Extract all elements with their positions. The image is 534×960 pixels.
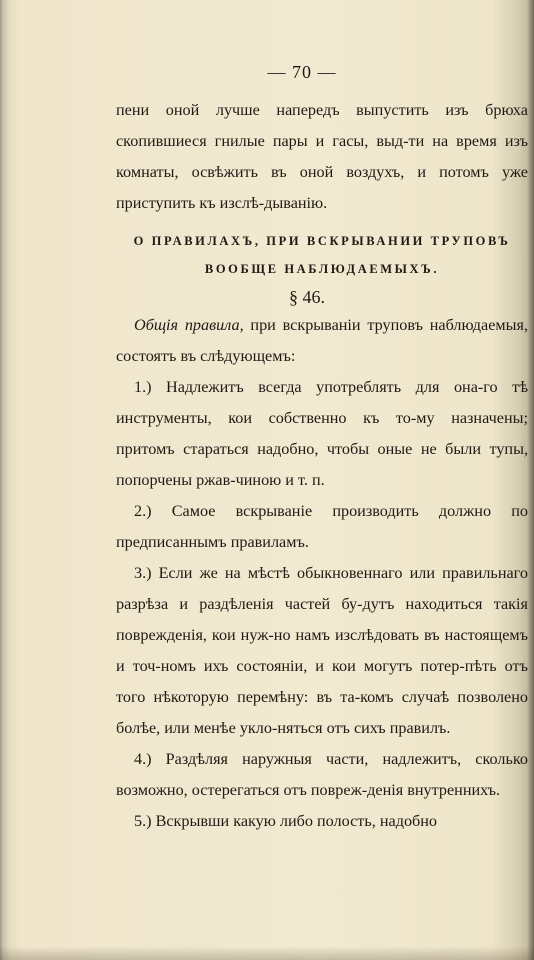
section-mark: § 46. [289,287,325,307]
intro-paragraph [116,310,528,372]
rule-item-4: 4.) Раздѣляя наружныя части, надлежитъ, сколько возможно, остерегаться отъ повреж-денія внутреннихъ. [116,750,528,799]
intro-italic: Общія правила, [134,316,244,334]
chapter-heading-line1: О ПРАВИЛАХЪ, ПРИ ВСКРЫВАНИИ ТРУПОВЪ [133,234,511,248]
rule-item-5: 5.) Вскрывши какую либо полость, надобно [134,812,438,830]
page-number: — 70 — [267,62,337,82]
intro-text: при вскрываніи труповъ наблюдаемыя, состоятъ въ слѣдующемъ: [116,316,528,365]
chapter-heading-line2: ВООБЩЕ НАБЛЮДАЕМЫХЪ. [204,262,440,276]
page-text [116,62,528,837]
rule-item-3: 3.) Если же на мѣстѣ обыкновеннаго или правильнаго разрѣза и раздѣленія частей бу-дутъ находиться такія поврежденія, кои нуж-но намъ изслѣдовать въ настоящемъ и точ-номъ ихъ состояніи, и кои могутъ потер-пѣть отъ того нѣкоторую перемѣну: въ та-комъ случаѣ позволено болѣе, или менѣе укло-няться отъ сихъ правилъ. [116,564,528,737]
paragraph-continued: пени оной лучше напередъ выпустить изъ брюха скопившиеся гнилые пары и гасы, выд-ти на время изъ комнаты, освѣжить въ оной воздухъ, и потомъ уже приступить къ изслѣ-дыванію. [116,101,528,212]
rule-item-1: 1.) Надлежитъ всегда употреблять для она-го тѣ инструменты, кои собственно къ то-му назначены; притомъ стараться надобно, чтобы оные не были тупы, попорчены ржав-чиною и т. п. [116,378,528,489]
rule-item-2: 2.) Самое вскрываніе производить должно по предписаннымъ правиламъ. [116,502,528,551]
page-shadow [0,946,534,960]
